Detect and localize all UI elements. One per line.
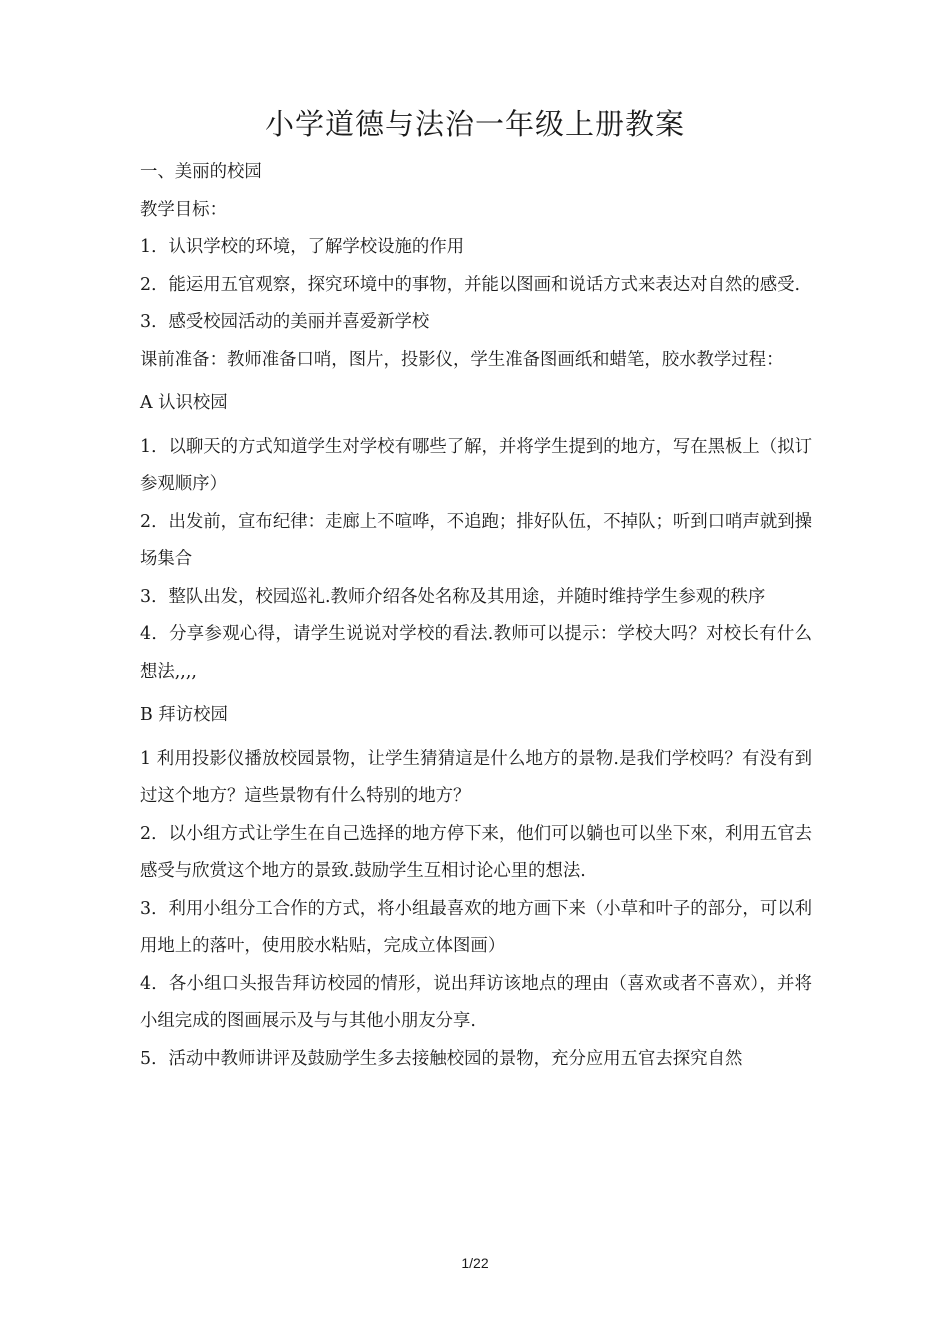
paragraph: 2．能运用五官观察，探究环境中的事物，并能以图画和说话方式来表达对自然的感受.	[140, 274, 801, 295]
paragraph: 2．出发前，宣布纪律：走廊上不喧哗，不追跑；排好队伍，不掉队；听到口哨声就到操场集合	[140, 511, 812, 569]
page-number: 1/22	[461, 1255, 489, 1271]
paragraph: 4．分享参观心得，请学生说说对学校的看法.教师可以提示：学校大吗？对校长有什么想法,,,,	[140, 624, 812, 682]
section-heading: B 拜访校园	[140, 705, 228, 725]
paragraph: 2．以小组方式让学生在自己选择的地方停下来，他们可以躺也可以坐下來，利用五官去感受与欣赏这个地方的景致.鼓励学生互相讨论心里的想法.	[140, 823, 812, 881]
paragraph: 1．认识学校的环境，了解学校设施的作用	[140, 237, 465, 257]
document-body	[140, 154, 812, 1078]
paragraph: 3．感受校园活动的美丽并喜爱新学校	[140, 312, 430, 332]
paragraph: 4．各小组口头报告拜访校园的情形，说出拜访该地点的理由（喜欢或者不喜欢），并将小组完成的图画展示及与与其他小朋友分享.	[140, 973, 812, 1031]
paragraph: 5．活动中教师讲评及鼓励学生多去接触校园的景物，充分应用五官去探究自然	[140, 1048, 743, 1069]
paragraph: 1 利用投影仪播放校园景物，让学生猜猜這是什么地方的景物.是我们学校吗？有没有到过这个地方？這些景物有什么特别的地方？	[140, 748, 812, 806]
paragraph: 课前准备：教师准备口哨，图片，投影仪，学生准备图画纸和蜡笔，胶水教学过程：	[140, 349, 784, 370]
section-heading: 一、美丽的校园	[140, 162, 262, 182]
document-title: 小学道德与法治一年级上册教案	[264, 107, 685, 141]
paragraph: 教学目标：	[140, 199, 227, 220]
section-heading: A 认识校园	[140, 393, 228, 413]
paragraph: 3．利用小组分工合作的方式，将小组最喜欢的地方画下来（小草和叶子的部分，可以利用地上的落叶，使用胶水粘贴，完成立体图画）	[140, 898, 812, 956]
paragraph: 3．整队出发，校园巡礼.教师介绍各处名称及其用途，并随时维持学生参观的秩序	[140, 586, 766, 607]
paragraph: 1．以聊天的方式知道学生对学校有哪些了解，并将学生提到的地方，写在黑板上（拟订参观顺序）	[140, 436, 812, 494]
